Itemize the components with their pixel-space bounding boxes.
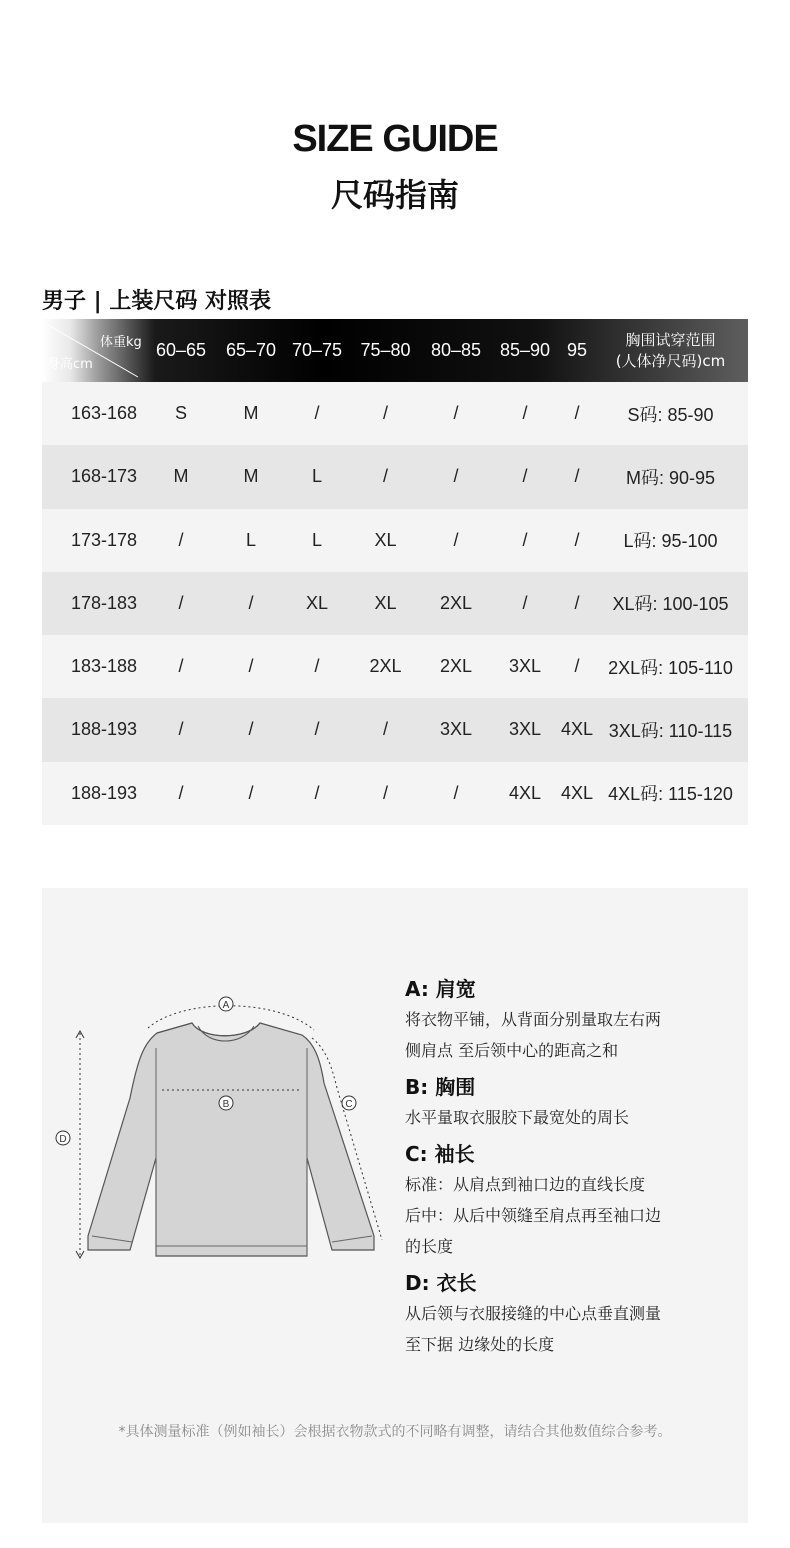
size-cell: M: [173, 466, 189, 487]
definition-text: 标准：从肩点到袖口边的直线长度: [405, 1175, 646, 1194]
diagonal-divider: [42, 319, 142, 382]
size-cell: /: [248, 782, 254, 803]
chest-header-line2: (人体净尺码)cm: [615, 351, 726, 370]
height-cell: 188-193: [70, 782, 138, 803]
size-cell: /: [574, 592, 580, 613]
marker-b-label: B: [222, 1099, 230, 1110]
size-cell: 3XL: [508, 719, 542, 740]
table-row: [42, 445, 748, 508]
sweater-measurement-diagram: [52, 988, 392, 1288]
size-cell: /: [382, 403, 388, 423]
weight-column-header: 70–75: [291, 340, 343, 360]
marker-c-label: C: [345, 1099, 353, 1110]
height-cell: 178-183: [70, 592, 138, 613]
size-cell: /: [522, 529, 528, 550]
table-row: [42, 698, 748, 761]
chest-column-header: [593, 319, 748, 382]
size-cell: /: [178, 719, 184, 740]
size-cell: 3XL: [508, 656, 542, 677]
corner-header-cell: [42, 319, 142, 382]
table-row: [42, 572, 748, 635]
page-title-chinese: 尺码指南: [330, 176, 459, 214]
size-cell: /: [178, 592, 184, 613]
size-cell: L: [311, 529, 322, 550]
definition-text: 将衣物平铺，从背面分别量取左右两: [405, 1010, 662, 1029]
size-cell: XL: [374, 592, 397, 613]
sweater-shape: [88, 1023, 374, 1256]
size-cell: /: [248, 592, 254, 613]
size-cell: /: [453, 529, 459, 550]
measurement-definitions: [405, 968, 745, 1360]
size-cell: /: [522, 403, 528, 423]
marker-d-label: D: [59, 1134, 67, 1145]
table-header-row: [42, 319, 748, 382]
chest-cell: 2XL码: 105-110: [608, 657, 733, 678]
size-cell: /: [453, 403, 459, 423]
size-cell: M: [243, 403, 259, 423]
size-cell: /: [178, 656, 184, 677]
weight-column-header: 60–65: [155, 340, 207, 360]
size-cell: /: [453, 466, 459, 487]
weight-column-header: 80–85: [430, 340, 482, 360]
weight-axis-label: 体重kg: [100, 335, 142, 350]
measurement-guide-panel: [42, 888, 748, 1523]
height-cell: 163-168: [70, 403, 138, 423]
chest-cell: M码: 90-95: [625, 467, 716, 488]
size-cell: /: [522, 466, 528, 487]
height-axis-label: 身高cm: [47, 357, 93, 372]
size-cell: /: [314, 782, 320, 803]
size-cell: 2XL: [439, 656, 473, 677]
size-cell: XL: [374, 529, 397, 550]
size-cell: 3XL: [439, 719, 473, 740]
size-cell: 4XL: [560, 719, 594, 740]
size-cell: 4XL: [508, 782, 542, 803]
chest-cell: 4XL码: 115-120: [608, 784, 733, 805]
size-cell: 2XL: [439, 592, 473, 613]
weight-column-header: 85–90: [499, 340, 551, 360]
chest-cell: 3XL码: 110-115: [608, 720, 733, 741]
height-cell: 168-173: [70, 466, 138, 487]
size-cell: /: [178, 782, 184, 803]
size-cell: /: [314, 656, 320, 677]
size-cell: /: [453, 782, 459, 803]
height-cell: 188-193: [70, 719, 138, 740]
size-cell: L: [311, 466, 322, 487]
size-cell: XL: [305, 592, 329, 613]
size-cell: M: [243, 466, 259, 487]
weight-column-header: 65–70: [225, 340, 277, 360]
size-cell: /: [574, 466, 580, 487]
definition-text: 侧肩点 至后领中心的距高之和: [405, 1041, 619, 1060]
definition-text: 从后领与衣服接缝的中心点垂直测量: [405, 1304, 662, 1323]
size-cell: /: [314, 719, 320, 740]
size-cell: 4XL: [560, 782, 594, 803]
definition-text: 的长度: [405, 1237, 454, 1256]
table-row: [42, 635, 748, 698]
size-cell: /: [574, 403, 580, 423]
size-cell: 2XL: [369, 656, 402, 677]
size-cell: /: [314, 403, 320, 423]
table-caption: 男子 | 上装尺码 对照表: [42, 289, 272, 314]
size-cell: /: [382, 782, 388, 803]
definition-title-shoulder: A: 肩宽: [405, 977, 476, 1001]
definition-text: 后中：从后中领缝至肩点再至袖口边: [405, 1206, 662, 1225]
definition-title-sleeve: C: 袖长: [405, 1142, 475, 1166]
chest-cell: L码: 95-100: [623, 531, 718, 552]
table-row: [42, 762, 748, 825]
chest-header-line1: 胸围试穿范围: [625, 330, 716, 349]
definition-text: 水平量取衣服胶下最宽处的周长: [405, 1108, 630, 1127]
definition-title-chest: B: 胸围: [405, 1075, 476, 1099]
definition-title-length: D: 衣长: [405, 1271, 477, 1295]
footnote: *具体测量标准（例如袖长）会根据衣物款式的不同略有调整，请结合其他数值综合参考。: [118, 1424, 672, 1440]
size-cell: /: [248, 656, 254, 677]
size-cell: /: [574, 656, 580, 677]
size-cell: /: [382, 719, 388, 740]
weight-column-header: 75–80: [360, 340, 411, 360]
table-row: [42, 509, 748, 572]
definition-text: 至下据 边缘处的长度: [405, 1335, 555, 1354]
size-cell: /: [178, 529, 184, 550]
chest-cell: S码: 85-90: [627, 404, 714, 425]
height-cell: 183-188: [70, 656, 138, 677]
chest-cell: XL码: 100-105: [612, 594, 729, 615]
size-cell: /: [574, 529, 580, 550]
height-cell: 173-178: [70, 529, 138, 550]
weight-column-header: 95: [566, 340, 588, 360]
size-cell: L: [245, 529, 256, 550]
page-title-english: SIZE GUIDE: [292, 118, 498, 160]
table-row: [42, 382, 748, 445]
marker-a-label: A: [222, 1000, 230, 1011]
size-chart-table: [42, 319, 748, 825]
size-cell: /: [382, 466, 388, 487]
size-cell: S: [174, 403, 187, 423]
size-cell: /: [522, 592, 528, 613]
size-cell: /: [248, 719, 254, 740]
